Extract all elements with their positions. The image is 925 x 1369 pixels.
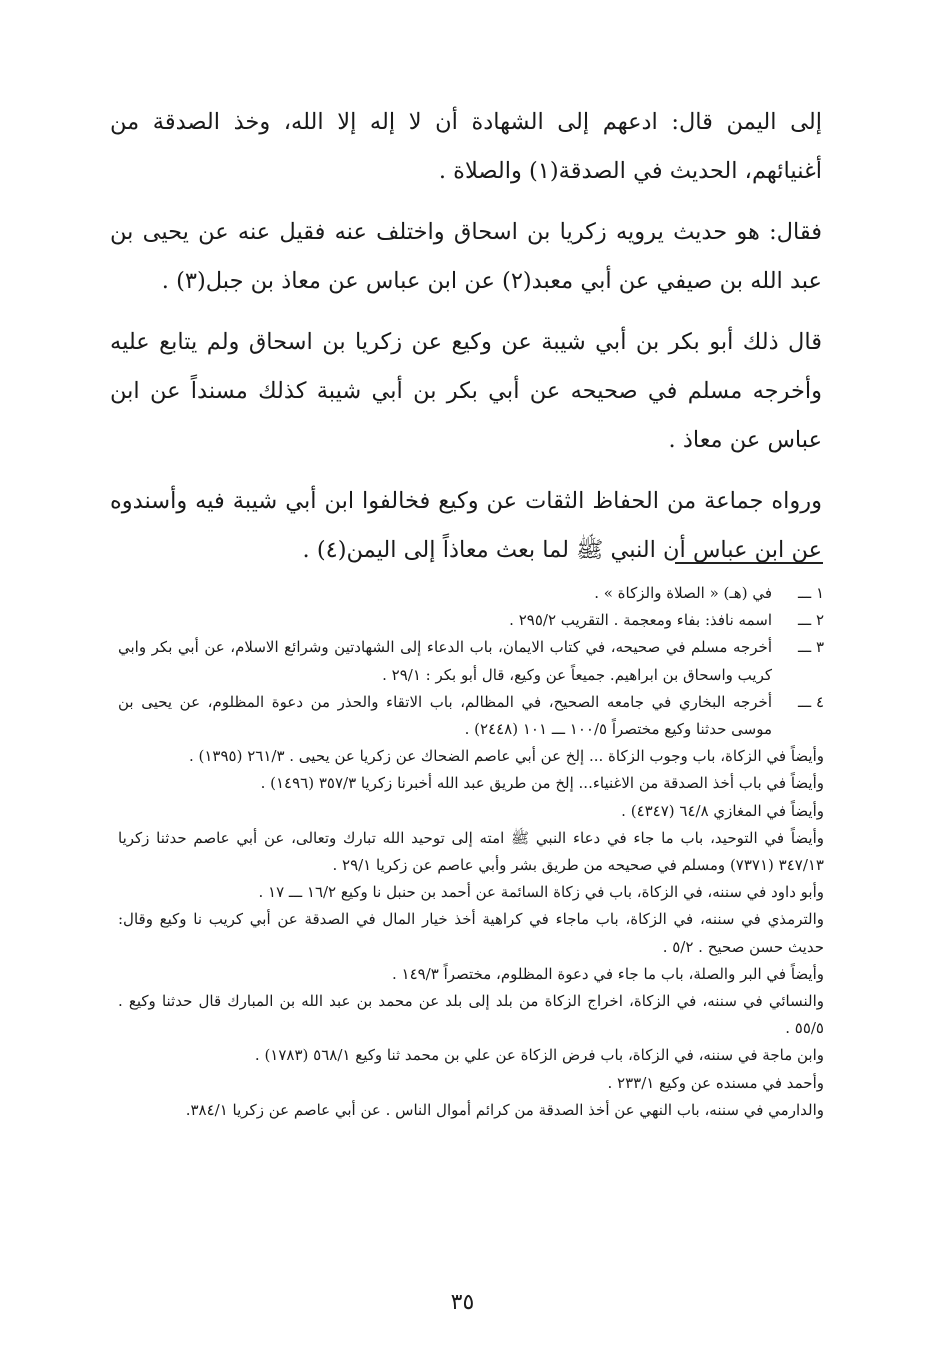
paragraph-4: ورواه جماعة من الحفاظ الثقات عن وكيع فخالفوا ابن أبي شيبة فيه وأسندوه عن ابن عباس أن النبي ﷺ لما بعث معاذاً إلى اليمن(٤) . <box>110 488 822 563</box>
footnote-line: وأيضاً في البر والصلة، باب ما جاء في دعوة المظلوم، مختصراً ١٤٩/٣ . <box>391 964 824 983</box>
footnote-4 <box>118 689 824 743</box>
footnote-line: وأحمد في مسنده عن وكيع ٢٣٣/١ . <box>607 1073 824 1092</box>
footnote-number: ٤ ـــ <box>797 692 824 711</box>
footnote-line: وأيضاً في الزكاة، باب وجوب الزكاة ... إلخ عن أبي عاصم الضحاك عن زكريا عن يحيى . ٢٦١/٣ (١٣٩٥) . <box>188 747 824 766</box>
paragraph-3: قال ذلك أبو بكر بن أبي شيبة عن وكيع عن زكريا بن اسحاق ولم يتابع عليه وأخرجه مسلم في صحيحه عن أبي بكر بن أبي شيبة كذلك مسنداً عن ابن عباس عن معاذ . <box>110 329 822 453</box>
footnotes <box>118 580 824 1124</box>
footnote-line: وأيضاً في التوحيد، باب ما جاء في دعاء النبي ﷺ امته إلى توحيد الله تبارك وتعالى، عن أبي عاصم حدثنا زكريا ٣٤٧/١٣ (٧٣٧١) ومسلم في صحيحه من طريق بشر وأبي عاصم عن زكريا ٢٩/١ . <box>118 828 824 875</box>
footnote-separator <box>675 562 823 564</box>
footnote-line: وأيضاً في المغازي ٦٤/٨ (٤٣٤٧) . <box>621 801 824 820</box>
footnote-line: والدارمي في سننه، باب النهي عن أخذ الصدقة من كرائم أموال الناس . عن أبي عاصم عن زكريا ٣٨٤/١. <box>185 1100 824 1119</box>
footnote-text: أخرجه البخاري في جامعه الصحيح، في المظالم، باب الاتقاء والحذر من دعوة المظلوم، عن يحيى بن موسى حدثنا وكيع مختصراً ١٠٠/٥ ـــ ١٠١ (٢٤٤٨) . <box>118 692 772 739</box>
footnote-line: والنسائي في سننه، في الزكاة، اخراج الزكاة من بلد إلى بلد عن محمد بن عبد الله بن المبارك قال حدثنا وكيع . ٥٥/٥ . <box>118 992 824 1038</box>
footnote-text: في (هـ) « الصلاة والزكاة » . <box>594 584 772 602</box>
footnote-1 <box>118 580 824 607</box>
footnote-2 <box>118 607 824 634</box>
main-text <box>110 98 822 587</box>
footnote-line: وابن ماجة في سننه، في الزكاة، باب فرض الزكاة عن علي بن محمد ثنا وكيع ٥٦٨/١ (١٧٨٣) . <box>254 1046 824 1065</box>
footnote-text: اسمه نافذ: بفاء ومعجمة . التقريب ٢٩٥/٢ . <box>509 611 772 630</box>
footnote-line: والترمذي في سننه، في الزكاة، باب ماجاء في كراهية أخذ خيار المال في الصدقة عن أبي كريب نا وكيع وقال: حديث حسن صحيح . ٥/٢ . <box>118 910 824 956</box>
footnote-number: ٢ ـــ <box>797 611 824 630</box>
footnote-line: وأبو داود في سننه، في الزكاة، باب في زكاة السائمة عن أحمد بن حنبل نا وكيع ١٦/٢ ـــ ١٧ . <box>258 883 824 902</box>
page-number: ٣٥ <box>450 1290 475 1315</box>
footnote-number: ٣ ـــ <box>797 638 824 657</box>
footnote-text: أخرجه مسلم في صحيحه، في كتاب الايمان، باب الدعاء إلى الشهادتين وشرائع الاسلام، عن أبي بكر وابي كريب واسحاق بن ابراهيم. جميعاً عن وكيع، قال أبو بكر : ٢٩/١ . <box>118 638 772 684</box>
footnote-number: ١ ـــ <box>797 584 824 602</box>
paragraph-1: إلى اليمن قال: ادعهم إلى الشهادة أن لا إله إلا الله، وخذ الصدقة من أغنيائهم، الحديث في الصدقة(١) والصلاة . <box>110 109 822 184</box>
paragraph-2: فقال: هو حديث يرويه زكريا بن اسحاق واختلف عنه فقيل عنه عن يحيى بن عبد الله بن صيفي عن أبي معبد(٢) عن ابن عباس عن معاذ بن جبل(٣) . <box>110 219 822 294</box>
footnote-line: وأيضاً في باب أخذ الصدقة من الاغنياء... إلخ من طريق عبد الله أخبرنا زكريا ٣٥٧/٣ (١٤٩٦) . <box>260 774 824 793</box>
footnote-3 <box>118 634 824 688</box>
